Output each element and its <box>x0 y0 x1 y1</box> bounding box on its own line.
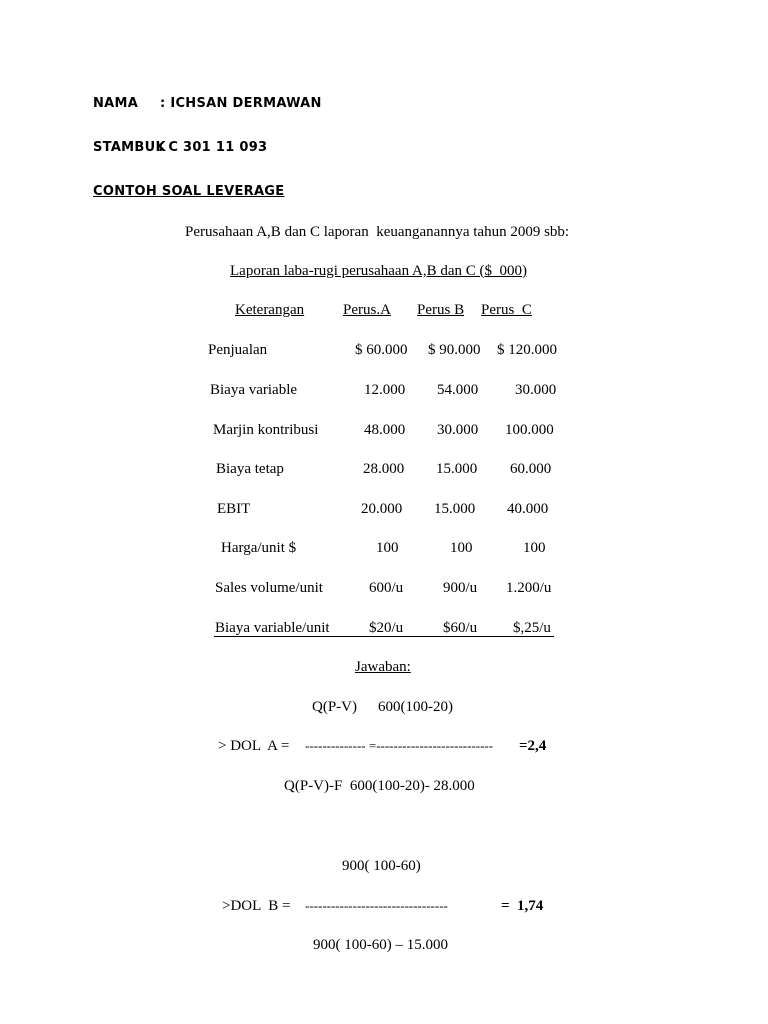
dol-b-label: >DOL B = <box>222 898 291 914</box>
row-label: Penjualan <box>208 342 268 358</box>
cell-perus-a: $ 60.000 <box>355 342 408 358</box>
cell-perus-a: 20.000 <box>361 501 403 517</box>
dol-a-fraction-line: -------------- =--------------------------- <box>305 738 494 753</box>
dol-b-numerator: 900( 100-60) <box>342 858 421 874</box>
cell-perus-c: 100.000 <box>505 422 554 438</box>
column-header-keterangan: Keterangan <box>235 302 305 318</box>
topic-heading: CONTOH SOAL LEVERAGE <box>93 184 285 199</box>
stambuk-value: : C 301 11 093 <box>158 140 268 155</box>
nama-label: NAMA <box>93 96 139 111</box>
cell-perus-b: 100 <box>450 540 473 556</box>
cell-perus-c: 1.200/u <box>506 580 552 596</box>
cell-perus-c: 30.000 <box>515 382 557 398</box>
cell-perus-b: 30.000 <box>437 422 479 438</box>
row-label: Sales volume/unit <box>215 580 323 596</box>
dol-b-denominator: 900( 100-60) – 15.000 <box>313 937 448 953</box>
cell-perus-b: $60/u <box>443 620 478 636</box>
intro-text: Perusahaan A,B dan C laporan keuanganannya tahun 2009 sbb: <box>185 224 570 240</box>
cell-perus-c: 100 <box>523 540 546 556</box>
dol-a-denominator: Q(P-V)-F 600(100-20)- 28.000 <box>284 778 475 794</box>
row-label: Biaya variable/unit <box>215 620 330 636</box>
cell-perus-a: 48.000 <box>364 422 406 438</box>
cell-perus-b: 900/u <box>443 580 478 596</box>
cell-perus-c: $ 120.000 <box>497 342 557 358</box>
dol-a-label: > DOL A = <box>218 738 290 754</box>
dol-b-fraction-line: --------------------------------- <box>305 898 448 913</box>
column-header-perus-c: Perus C <box>481 302 532 318</box>
column-header-perus-a: Perus.A <box>343 302 391 318</box>
column-header-perus-b: Perus B <box>417 302 465 318</box>
cell-perus-a: $20/u <box>369 620 404 636</box>
cell-perus-c: $,25/u <box>513 620 551 636</box>
answer-heading: Jawaban: <box>355 659 411 675</box>
cell-perus-b: 15.000 <box>436 461 478 477</box>
dol-a-result: =2,4 <box>519 738 547 754</box>
cell-perus-a: 28.000 <box>363 461 405 477</box>
cell-perus-a: 12.000 <box>364 382 406 398</box>
dol-b-result: = 1,74 <box>501 898 544 914</box>
table-bottom-rule <box>214 636 554 637</box>
row-label: Biaya variable <box>210 382 298 398</box>
cell-perus-b: $ 90.000 <box>428 342 481 358</box>
cell-perus-b: 54.000 <box>437 382 479 398</box>
cell-perus-a: 600/u <box>369 580 404 596</box>
row-label: Marjin kontribusi <box>213 422 319 438</box>
row-label: Harga/unit $ <box>221 540 297 556</box>
cell-perus-c: 60.000 <box>510 461 552 477</box>
cell-perus-c: 40.000 <box>507 501 549 517</box>
stambuk-label: STAMBUK <box>93 140 166 155</box>
cell-perus-a: 100 <box>376 540 399 556</box>
row-label: EBIT <box>217 501 251 517</box>
table-title: Laporan laba-rugi perusahaan A,B dan C ($ 000) <box>230 263 527 279</box>
dol-a-numerator-formula: Q(P-V) <box>312 699 357 715</box>
dol-a-numerator-value: 600(100-20) <box>378 699 453 715</box>
row-label: Biaya tetap <box>216 461 284 477</box>
nama-value: : ICHSAN DERMAWAN <box>160 96 322 111</box>
cell-perus-b: 15.000 <box>434 501 476 517</box>
